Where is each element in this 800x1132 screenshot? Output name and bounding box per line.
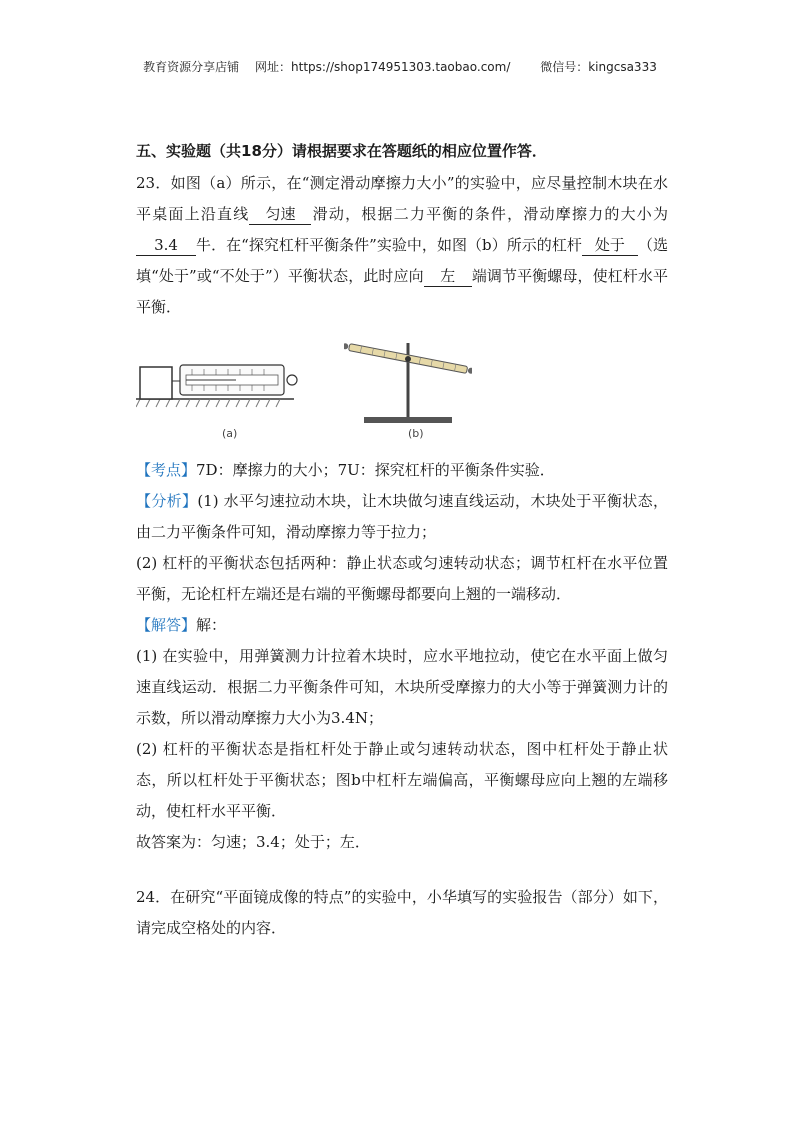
- answer-blank-4: 左: [424, 266, 472, 287]
- answer-blank-3: 处于: [582, 235, 638, 256]
- question-23: 23．如图（a）所示，在“测定滑动摩擦力大小”的实验中，应尽量控制木块在水平桌面上沿直线 匀速 滑动，根据二力平衡的条件，滑动摩擦力的大小为3.4 牛．在“探究杠杆平衡条件”实验中，如图（b）所示的杠杆 处于 （选填“处于”或“不处于”）平衡状态，此时应向 左 端调节平衡螺母，使杠杆水平平衡．: [136, 174, 668, 316]
- page-header: [0, 58, 800, 75]
- question-24: 24．在研究“平面镜成像的特点”的实验中，小华填写的实验报告（部分）如下，请完成空格处的内容．: [136, 888, 668, 937]
- answer-blank-1: 匀速: [249, 204, 311, 225]
- figure-b-lever: [344, 335, 472, 427]
- jieda-part-1: (1) 在实验中，用弹簧测力计拉着木块时，应水平地拉动，使它在水平面上做匀速直线运动．根据二力平衡条件可知，木块所受摩擦力的大小等于弹簧测力计的示数，所以滑动摩擦力大小为3.4N；: [136, 647, 668, 727]
- section-title: 五、实验题（共18分）请根据要求在答题纸的相应位置作答．: [136, 142, 547, 160]
- kaodian-tag: 【考点】: [136, 461, 197, 479]
- figure-a-caption: (a): [222, 427, 238, 440]
- wechat-id: 微信号：kingcsa333: [540, 60, 657, 74]
- jieda: 【解答】解：: [136, 616, 227, 634]
- answer-blank-2: 3.4: [136, 235, 196, 256]
- content: [136, 140, 668, 944]
- jieda-part-2: (2) 杠杆的平衡状态是指杠杆处于静止或匀速转动状态，图中杠杆处于静止状态，所以杠杆处于平衡状态；图b中杠杆左端偏高，平衡螺母应向上翘的左端移动，使杠杆水平平衡．: [136, 740, 668, 820]
- fenxi-part-2: (2) 杠杆的平衡状态包括两种：静止状态或匀速转动状态；调节杠杆在水平位置平衡，无论杠杆左端还是右端的平衡螺母都要向上翘的一端移动．: [136, 554, 668, 603]
- final-answer: 故答案为：匀速；3.4；处于；左．: [136, 833, 370, 851]
- shop-url: 网址：https://shop174951303.taobao.com/: [255, 60, 511, 74]
- figures: [136, 335, 668, 445]
- fenxi: 【分析】(1) 水平匀速拉动木块，让木块做匀速直线运动，木块处于平衡状态，由二力平衡条件可知，滑动摩擦力等于拉力；: [136, 492, 668, 541]
- figure-b-caption: (b): [408, 427, 424, 440]
- jieda-tag: 【解答】: [136, 616, 197, 634]
- fenxi-tag: 【分析】: [136, 492, 198, 510]
- kaodian: 【考点】7D：摩擦力的大小；7U：探究杠杆的平衡条件实验．: [136, 461, 555, 479]
- shop-name: 教育资源分享店铺: [143, 60, 240, 74]
- figure-a-spring-scale: [136, 353, 306, 413]
